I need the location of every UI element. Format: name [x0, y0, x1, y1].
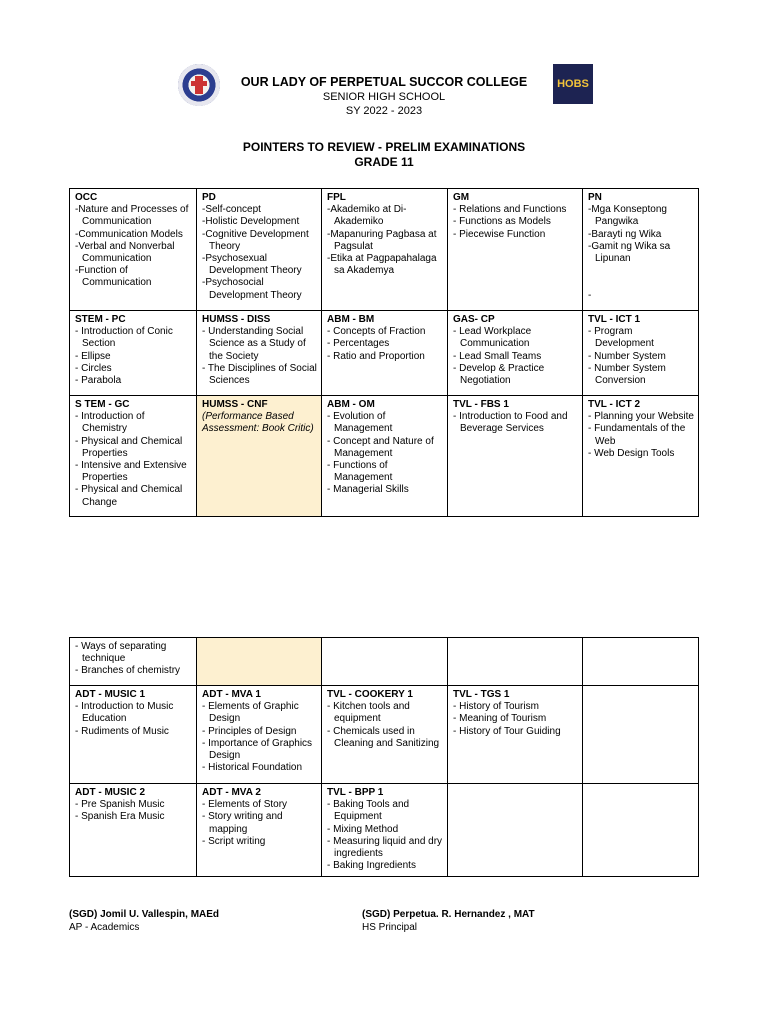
topic-item: - Elements of Story	[202, 799, 288, 811]
topic-item: -Psychosocial Development Theory	[202, 277, 302, 301]
subject-code: ADT - MVA 2	[202, 787, 261, 798]
topic-item: - Measuring liquid and dry ingredients	[327, 835, 443, 860]
topic-item: - History of Tourism	[453, 701, 539, 713]
subject-code: TVL - FBS 1	[453, 399, 509, 410]
subject-code: PN	[588, 192, 602, 203]
subject-note: (Performance Based Assessment: Book Critic)	[202, 411, 314, 435]
topic-item: - Concept and Nature of Management	[327, 435, 434, 459]
topic-item: - Branches of chemistry	[75, 665, 181, 677]
topic-item: - Introduction to Music Education	[75, 701, 174, 725]
table-cell	[70, 784, 197, 877]
review-table-2	[69, 637, 699, 877]
subject-code: ABM - OM	[327, 399, 375, 410]
topic-item: -Nature and Processes of Communication	[75, 204, 189, 228]
topic-item: - Baking Tools and Equipment	[327, 799, 410, 823]
table-cell	[197, 396, 322, 517]
topic-item: - Number System Conversion	[588, 362, 666, 387]
table-cell	[322, 396, 448, 517]
topic-item: - Managerial Skills	[327, 484, 409, 496]
topic-item: -Cognitive Development Theory	[202, 228, 309, 252]
topic-item: - Introduction of Conic Section	[75, 326, 173, 350]
topic-item: - Relations and Functions	[453, 204, 567, 216]
table-cell	[197, 311, 322, 396]
table-cell	[583, 311, 699, 396]
topic-item: - Physical and Chemical Properties	[75, 435, 183, 459]
table-cell	[583, 784, 699, 877]
topic-item: -Barayti ng Wika	[588, 228, 662, 240]
table-row	[70, 189, 699, 311]
topic-item: - Functions as Models	[453, 216, 551, 228]
title-line-2: GRADE 11	[354, 155, 414, 169]
subject-code: ABM - BM	[327, 314, 375, 325]
table-row	[70, 784, 699, 877]
topic-item: -Holistic Development	[202, 216, 300, 228]
subject-code: OCC	[75, 192, 98, 203]
department: SENIOR HIGH SCHOOL	[322, 91, 446, 103]
topic-item: - Ellipse	[75, 350, 111, 362]
topic-item: - Intensive and Extensive Properties	[75, 460, 187, 484]
topic-item: - Historical Foundation	[202, 762, 303, 774]
review-table-1	[69, 188, 699, 517]
topic-item: - Piecewise Function	[453, 228, 546, 240]
table-cell	[70, 396, 197, 517]
topic-item: - Elements of Graphic Design	[202, 701, 299, 725]
topic-item: - Mixing Method	[327, 823, 399, 835]
topic-item: - Parabola	[75, 375, 122, 387]
subject-code: PD	[202, 192, 216, 203]
table-cell	[322, 638, 448, 686]
table-cell	[197, 638, 322, 686]
topic-item: -Akademiko at Di-Akademiko	[327, 204, 407, 228]
topic-item: - Kitchen tools and equipment	[327, 701, 410, 725]
topic-item: - Introduction of Chemistry	[75, 411, 145, 435]
table-row	[70, 396, 699, 517]
school-name: OUR LADY OF PERPETUAL SUCCOR COLLEGE	[240, 75, 528, 89]
topic-item	[588, 277, 694, 289]
subject-code: TVL - ICT 2	[588, 399, 641, 410]
topic-item: - Understanding Social Science as a Study of the Society	[202, 326, 306, 362]
subject-code: TVL - BPP 1	[327, 787, 384, 798]
topic-item: - Ratio and Proportion	[327, 350, 425, 362]
table-cell	[448, 189, 583, 311]
topic-item: - Physical and Chemical Change	[75, 484, 183, 508]
topic-item: -Gamit ng Wika sa Lipunan	[588, 240, 671, 265]
topic-item: - Evolution of Management	[327, 411, 393, 435]
table-cell	[448, 396, 583, 517]
signature-name: (SGD) Jomil U. Vallespin, MAEd	[69, 909, 220, 920]
topic-item: - Importance of Graphics Design	[202, 737, 313, 762]
table-cell	[322, 189, 448, 311]
topic-item: - Percentages	[327, 338, 390, 350]
topic-item: - Functions of Management	[327, 460, 393, 484]
signature-ap	[69, 909, 219, 934]
topic-item: - Circles	[75, 362, 112, 374]
subject-code: TVL - COOKERY 1	[327, 689, 413, 700]
topic-item	[588, 265, 694, 277]
topic-item: -Mga Konseptong Pangwika	[588, 204, 667, 228]
topic-item: -	[588, 289, 592, 301]
subject-code: TVL - TGS 1	[453, 689, 510, 700]
topic-item: - Web Design Tools	[588, 447, 675, 459]
topic-item: - Meaning of Tourism	[453, 713, 547, 725]
logo-text: HOBS	[557, 78, 589, 90]
topic-item: - Lead Small Teams	[453, 350, 542, 362]
document-title	[0, 140, 768, 170]
subject-code: HUMSS - DISS	[202, 314, 271, 325]
subject-code: GM	[453, 192, 470, 203]
topic-item: - Spanish Era Music	[75, 811, 165, 823]
table-cell	[448, 311, 583, 396]
topic-item: - Lead Workplace Communication	[453, 326, 532, 350]
signature-principal	[362, 909, 535, 934]
topic-item: - Pre Spanish Music	[75, 799, 165, 811]
subject-code: STEM - PC	[75, 314, 126, 325]
table-cell	[448, 784, 583, 877]
topic-item: -Function of Communication	[75, 265, 152, 289]
topic-item: - Rudiments of Music	[75, 725, 169, 737]
topic-item: -Etika at Pagpapahalaga sa Akademya	[327, 253, 437, 277]
topic-item: - Planning your Website	[588, 411, 694, 423]
table-cell	[70, 311, 197, 396]
subject-code: FPL	[327, 192, 346, 203]
table-cell	[70, 686, 197, 784]
table-cell	[197, 189, 322, 311]
school-year: SY 2022 - 2023	[345, 105, 423, 117]
subject-code: TVL - ICT 1	[588, 314, 641, 325]
topic-item: -Communication Models	[75, 228, 183, 240]
subject-code: ADT - MUSIC 1	[75, 689, 145, 700]
topic-item: - Number System	[588, 350, 666, 362]
table-cell	[583, 189, 699, 311]
topic-item: -Self-concept	[202, 204, 261, 216]
table-row	[70, 311, 699, 396]
topic-item: - Develop & Practice Negotiation	[453, 362, 545, 387]
topic-item: - Script writing	[202, 835, 266, 847]
topic-item: - Ways of separating technique	[75, 641, 167, 665]
topic-item: - Introduction to Food and Beverage Services	[453, 411, 568, 435]
table-cell	[197, 784, 322, 877]
document-header	[0, 74, 768, 118]
signature-role: HS Principal	[362, 921, 418, 933]
topic-item: - Principles of Design	[202, 725, 297, 737]
table-cell	[322, 686, 448, 784]
topic-item: - Baking Ingredients	[327, 860, 416, 872]
table-row	[70, 638, 699, 686]
title-line-1: POINTERS TO REVIEW - PRELIM EXAMINATIONS	[242, 140, 526, 154]
subject-code: S TEM - GC	[75, 399, 130, 410]
subject-code: ADT - MVA 1	[202, 689, 261, 700]
table-cell	[448, 686, 583, 784]
topic-item: - The Disciplines of Social Sciences	[202, 362, 317, 387]
table-cell	[322, 784, 448, 877]
topic-item: - Chemicals used in Cleaning and Sanitizing	[327, 725, 440, 749]
subject-code: HUMSS - CNF	[202, 399, 268, 410]
table-cell	[70, 638, 197, 686]
subject-code: GAS- CP	[453, 314, 495, 325]
table-cell	[70, 189, 197, 311]
subject-code: ADT - MUSIC 2	[75, 787, 145, 798]
topic-item: - History of Tour Guiding	[453, 725, 561, 737]
topic-item: -Mapanuring Pagbasa at Pagsulat	[327, 228, 437, 252]
table-cell	[583, 686, 699, 784]
topic-item: - Concepts of Fraction	[327, 326, 426, 338]
topic-item: - Story writing and mapping	[202, 811, 283, 835]
signature-role: AP - Academics	[69, 921, 140, 933]
topic-item: - Program Development	[588, 326, 654, 350]
topic-item: - Fundamentals of the Web	[588, 423, 686, 447]
table-cell	[448, 638, 583, 686]
table-cell	[583, 396, 699, 517]
topic-item: -Psychosexual Development Theory	[202, 253, 302, 277]
table-cell	[197, 686, 322, 784]
signature-name: (SGD) Perpetua. R. Hernandez , MAT	[362, 909, 535, 920]
table-row	[70, 686, 699, 784]
topic-item: -Verbal and Nonverbal Communication	[75, 240, 175, 265]
table-cell	[583, 638, 699, 686]
table-cell	[322, 311, 448, 396]
